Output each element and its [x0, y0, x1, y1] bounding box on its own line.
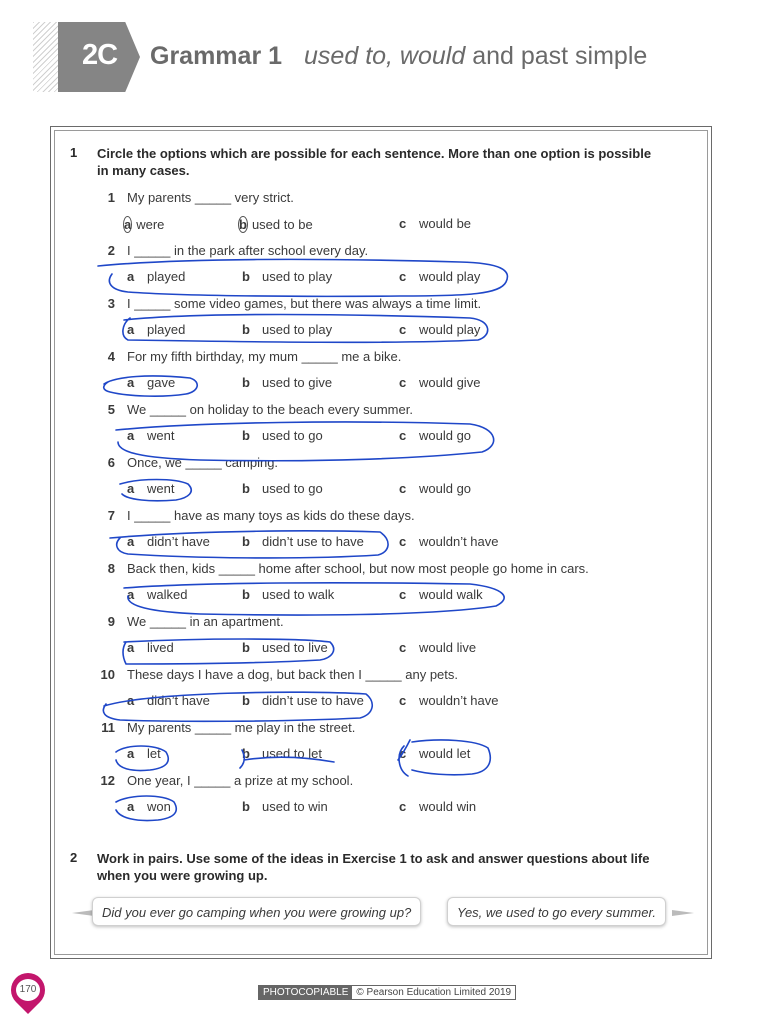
option-text: would give	[419, 375, 481, 390]
option-text: used to live	[262, 640, 328, 655]
option-a[interactable]	[127, 481, 174, 496]
option-letter: c	[399, 534, 407, 549]
option-letter: c	[399, 746, 407, 761]
option-text: were	[136, 217, 165, 232]
option-text: used to go	[262, 428, 323, 443]
option-text: used to be	[251, 217, 313, 232]
option-c[interactable]	[399, 587, 483, 602]
option-letter: a	[127, 534, 135, 549]
option-text: would let	[419, 746, 471, 761]
option-letter: a	[127, 481, 135, 496]
option-letter: c	[399, 428, 407, 443]
option-letter: b	[242, 322, 250, 337]
option-text: would play	[419, 269, 481, 284]
question-number: 10	[100, 667, 115, 682]
option-c[interactable]	[399, 375, 480, 390]
option-a[interactable]	[127, 534, 210, 549]
option-letter: a	[127, 269, 135, 284]
option-a[interactable]	[127, 375, 175, 390]
photocopiable-label: PHOTOCOPIABLE	[259, 986, 352, 999]
option-text: wouldn’t have	[419, 534, 499, 549]
option-a[interactable]	[127, 322, 185, 337]
option-text: would walk	[419, 587, 483, 602]
option-letter: b	[242, 375, 250, 390]
question-number: 11	[101, 720, 115, 735]
option-text: used to play	[262, 322, 333, 337]
option-text: would be	[419, 216, 472, 231]
question-number: 8	[107, 561, 115, 576]
option-a[interactable]	[124, 216, 165, 233]
option-c[interactable]	[399, 746, 470, 761]
option-text: didn’t have	[147, 693, 210, 708]
question-number: 7	[107, 508, 115, 523]
question-number: 1	[107, 190, 115, 205]
option-letter: b	[242, 481, 250, 496]
option-c[interactable]	[399, 799, 476, 814]
option-b[interactable]	[242, 640, 328, 655]
topic-rest: and past simple	[465, 42, 648, 70]
option-letter: c	[399, 693, 407, 708]
option-text: walked	[147, 587, 188, 602]
option-text: didn’t have	[147, 534, 210, 549]
option-text: didn’t use to have	[262, 693, 364, 708]
option-letter: a	[127, 322, 135, 337]
option-letter: b	[242, 693, 250, 708]
option-letter: b	[242, 428, 250, 443]
option-letter: b	[242, 799, 250, 814]
option-b[interactable]	[242, 693, 364, 708]
option-letter: b	[242, 269, 250, 284]
option-text: would go	[419, 428, 472, 443]
option-text: used to win	[262, 799, 328, 814]
option-c[interactable]	[399, 481, 471, 496]
question-text: We _____ on holiday to the beach every summer.	[127, 402, 413, 417]
grammar-title: Grammar 1	[150, 42, 283, 70]
option-text: played	[147, 269, 186, 284]
option-text: would live	[419, 640, 477, 655]
option-a[interactable]	[127, 269, 185, 284]
option-c[interactable]	[399, 322, 480, 337]
question-number: 5	[107, 402, 115, 417]
option-b[interactable]	[242, 534, 364, 549]
option-text: would go	[419, 481, 472, 496]
option-letter: a	[127, 640, 135, 655]
speech-bubble-answer: Yes, we used to go every summer.	[447, 897, 666, 926]
question-text: My parents _____ me play in the street.	[127, 720, 356, 735]
option-text: used to give	[262, 375, 333, 390]
option-letter: a	[127, 799, 135, 814]
option-letter: c	[399, 269, 407, 284]
option-text: used to go	[262, 481, 323, 496]
option-letter: b	[242, 640, 250, 655]
option-c[interactable]	[399, 640, 476, 655]
option-b[interactable]	[242, 481, 323, 496]
question-text: Back then, kids _____ home after school, but now most people go home in cars.	[127, 561, 589, 576]
speech-bubble-question: Did you ever go camping when you were growing up?	[92, 897, 421, 926]
option-text: gave	[147, 375, 176, 390]
question-text: We _____ in an apartment.	[127, 614, 284, 629]
option-a[interactable]	[127, 693, 210, 708]
option-a[interactable]	[127, 587, 187, 602]
option-text: used to play	[262, 269, 333, 284]
unit-code: 2C	[82, 39, 118, 71]
exercise-1-instruction: Circle the options which are possible for each sentence. More than one option is possible in many cases.	[97, 146, 652, 178]
option-b[interactable]	[242, 269, 332, 284]
option-text: didn’t use to have	[262, 534, 364, 549]
option-letter: c	[399, 322, 407, 337]
option-text: would win	[419, 799, 477, 814]
option-a[interactable]	[127, 640, 174, 655]
option-letter: c	[399, 375, 407, 390]
question-text: I _____ some video games, but there was always a time limit.	[127, 296, 482, 311]
question-text: I _____ have as many toys as kids do these days.	[127, 508, 415, 523]
option-letter: c	[399, 481, 407, 496]
page-number: 170	[19, 984, 37, 995]
page-title	[150, 42, 647, 71]
option-letter: b	[242, 587, 250, 602]
option-c[interactable]	[399, 534, 499, 549]
question-number: 4	[107, 349, 115, 364]
question-text: For my fifth birthday, my mum _____ me a bike.	[127, 349, 402, 364]
option-a[interactable]	[127, 799, 171, 814]
copyright-text: © Pearson Education Limited 2019	[356, 987, 512, 998]
option-c[interactable]	[399, 693, 499, 708]
question-number: 3	[107, 296, 115, 311]
option-text: went	[147, 428, 175, 443]
option-a[interactable]	[127, 746, 161, 761]
question-text: These days I have a dog, but back then I _____ any pets.	[127, 667, 459, 682]
question-number: 9	[107, 614, 115, 629]
option-b[interactable]	[242, 746, 322, 761]
option-letter: c	[399, 587, 407, 602]
option-text: used to walk	[262, 587, 335, 602]
question-text: My parents _____ very strict.	[127, 190, 294, 205]
option-letter: b	[242, 746, 250, 761]
option-letter: c	[399, 216, 407, 231]
speech-tail-right	[672, 910, 694, 916]
question-number: 2	[107, 243, 115, 258]
option-c[interactable]	[399, 428, 471, 443]
option-c[interactable]	[399, 269, 480, 284]
exercise-1-number: 1	[70, 145, 78, 160]
option-b[interactable]	[239, 216, 313, 233]
option-letter: a	[127, 587, 135, 602]
copyright-footer	[258, 985, 516, 1000]
question-text: I _____ in the park after school every day.	[127, 243, 369, 258]
option-letter: a	[127, 375, 135, 390]
option-b[interactable]	[242, 799, 328, 814]
option-text: went	[147, 481, 175, 496]
option-b[interactable]	[242, 375, 332, 390]
option-letter: b	[242, 534, 250, 549]
option-text: let	[147, 746, 161, 761]
option-b[interactable]	[242, 587, 334, 602]
question-text: One year, I _____ a prize at my school.	[127, 773, 354, 788]
question-number: 6	[107, 455, 115, 470]
option-text: would play	[419, 322, 481, 337]
option-text: won	[147, 799, 171, 814]
option-letter: c	[399, 640, 407, 655]
exercise-2-instruction: Work in pairs. Use some of the ideas in Exercise 1 to ask and answer questions about life when you were growing up.	[97, 851, 650, 883]
option-letter: a	[127, 428, 135, 443]
option-a[interactable]	[127, 428, 174, 443]
option-text: used to let	[262, 746, 322, 761]
speech-tail-left	[72, 910, 94, 916]
option-letter: b	[239, 217, 247, 232]
option-text: lived	[147, 640, 174, 655]
option-letter: c	[399, 799, 407, 814]
option-letter: a	[127, 746, 135, 761]
option-letter: a	[127, 693, 135, 708]
option-b[interactable]	[242, 322, 332, 337]
option-text: wouldn’t have	[419, 693, 499, 708]
option-letter: a	[124, 217, 132, 232]
option-c[interactable]	[399, 216, 471, 231]
question-text: Once, we _____ camping.	[127, 455, 279, 470]
option-text: played	[147, 322, 186, 337]
question-number: 12	[100, 773, 115, 788]
option-b[interactable]	[242, 428, 323, 443]
topic-italic: used to, would	[304, 42, 466, 70]
exercise-2-number: 2	[70, 850, 78, 865]
